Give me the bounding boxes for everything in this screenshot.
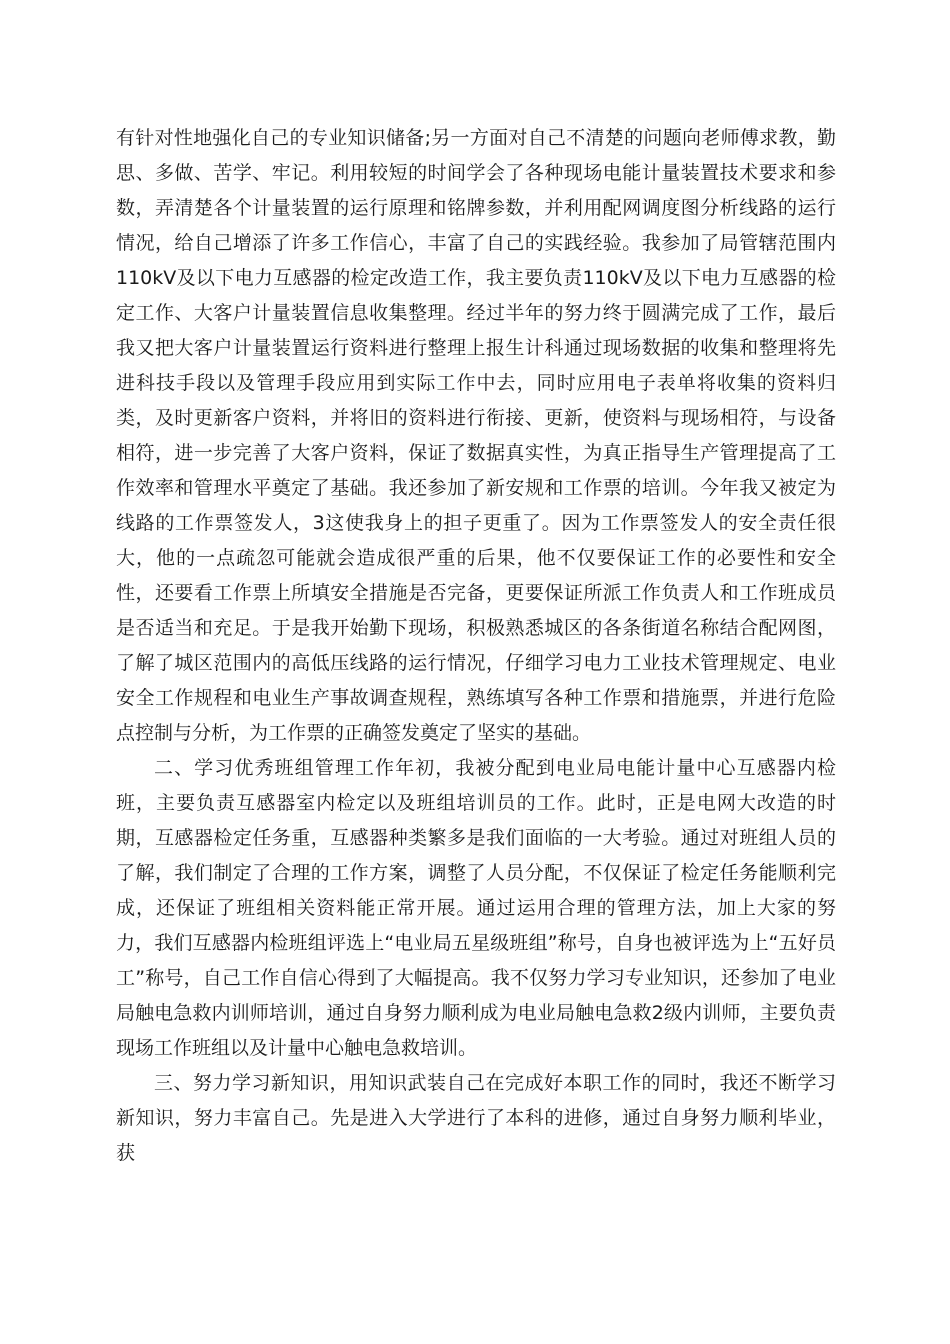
paragraph-continued: 有针对性地强化自己的专业知识储备;另一方面对自己不清楚的问题向老师傅求教，勤思、多做、苦学、牢记。利用较短的时间学会了各种现场电能计量装置技术要求和参数，弄清楚各个计量装置的运行原理和铭牌参数，并利用配网调度图分析线路的运行情况，给自己增添了许多工作信心，丰富了自己的实践经验。我参加了局管辖范围内110kV及以下电力互感器的检定改造工作，我主要负责110kV及以下电力互感器的检定工作、大客户计量装置信息收集整理。经过半年的努力终于圆满完成了工作，最后我又把大客户计量装置运行资料进行整理上报生计科通过现场数据的收集和整理将先进科技手段以及管理手段应用到实际工作中去，同时应用电子表单将收集的资料归类，及时更新客户资料，并将旧的资料进行衔接、更新，使资料与现场相符，与设备相符，进一步完善了大客户资料，保证了数据真实性，为真正指导生产管理提高了工作效率和管理水平奠定了基础。我还参加了新安规和工作票的培训。今年我又被定为线路的工作票签发人，3这使我身上的担子更重了。因为工作票签发人的安全责任很大，他的一点疏忽可能就会造成很严重的后果，他不仅要保证工作的必要性和安全性，还要看工作票上所填安全措施是否完备，更要保证所派工作负责人和工作班成员是否适当和充足。于是我开始勤下现场，积极熟悉城区的各条街道名称结合配网图，了解了城区范围内的高低压线路的运行情况，仔细学习电力工业技术管理规定、电业安全工作规程和电业生产事故调查规程，熟练填写各种工作票和措施票，并进行危险点控制与分析，为工作票的正确签发奠定了坚实的基础。 [116,127,836,744]
paragraph-section-three: 三、努力学习新知识，用知识武装自己在完成好本职工作的同时，我还不断学习新知识，努力丰富自己。先是进入大学进行了本科的进修，通过自身努力顺利毕业，获 [116,1072,836,1164]
paragraph-section-two: 二、学习优秀班组管理工作年初，我被分配到电业局电能计量中心互感器内检班，主要负责互感器室内检定以及班组培训员的工作。此时，正是电网大改造的时期，互感器检定任务重，互感器种类繁多是我们面临的一大考验。通过对班组人员的了解，我们制定了合理的工作方案，调整了人员分配，不仅保证了检定任务能顺利完成，还保证了班组相关资料能正常开展。通过运用合理的管理方法，加上大家的努力，我们互感器内检班组评选上“电业局五星级班组”称号，自身也被评选为上“五好员工”称号，自己工作自信心得到了大幅提高。我不仅努力学习专业知识，还参加了电业局触电急救内训师培训，通过自身努力顺利成为电业局触电急救2级内训师，主要负责现场工作班组以及计量中心触电急救培训。 [116,757,836,1059]
document-body [116,121,836,1171]
